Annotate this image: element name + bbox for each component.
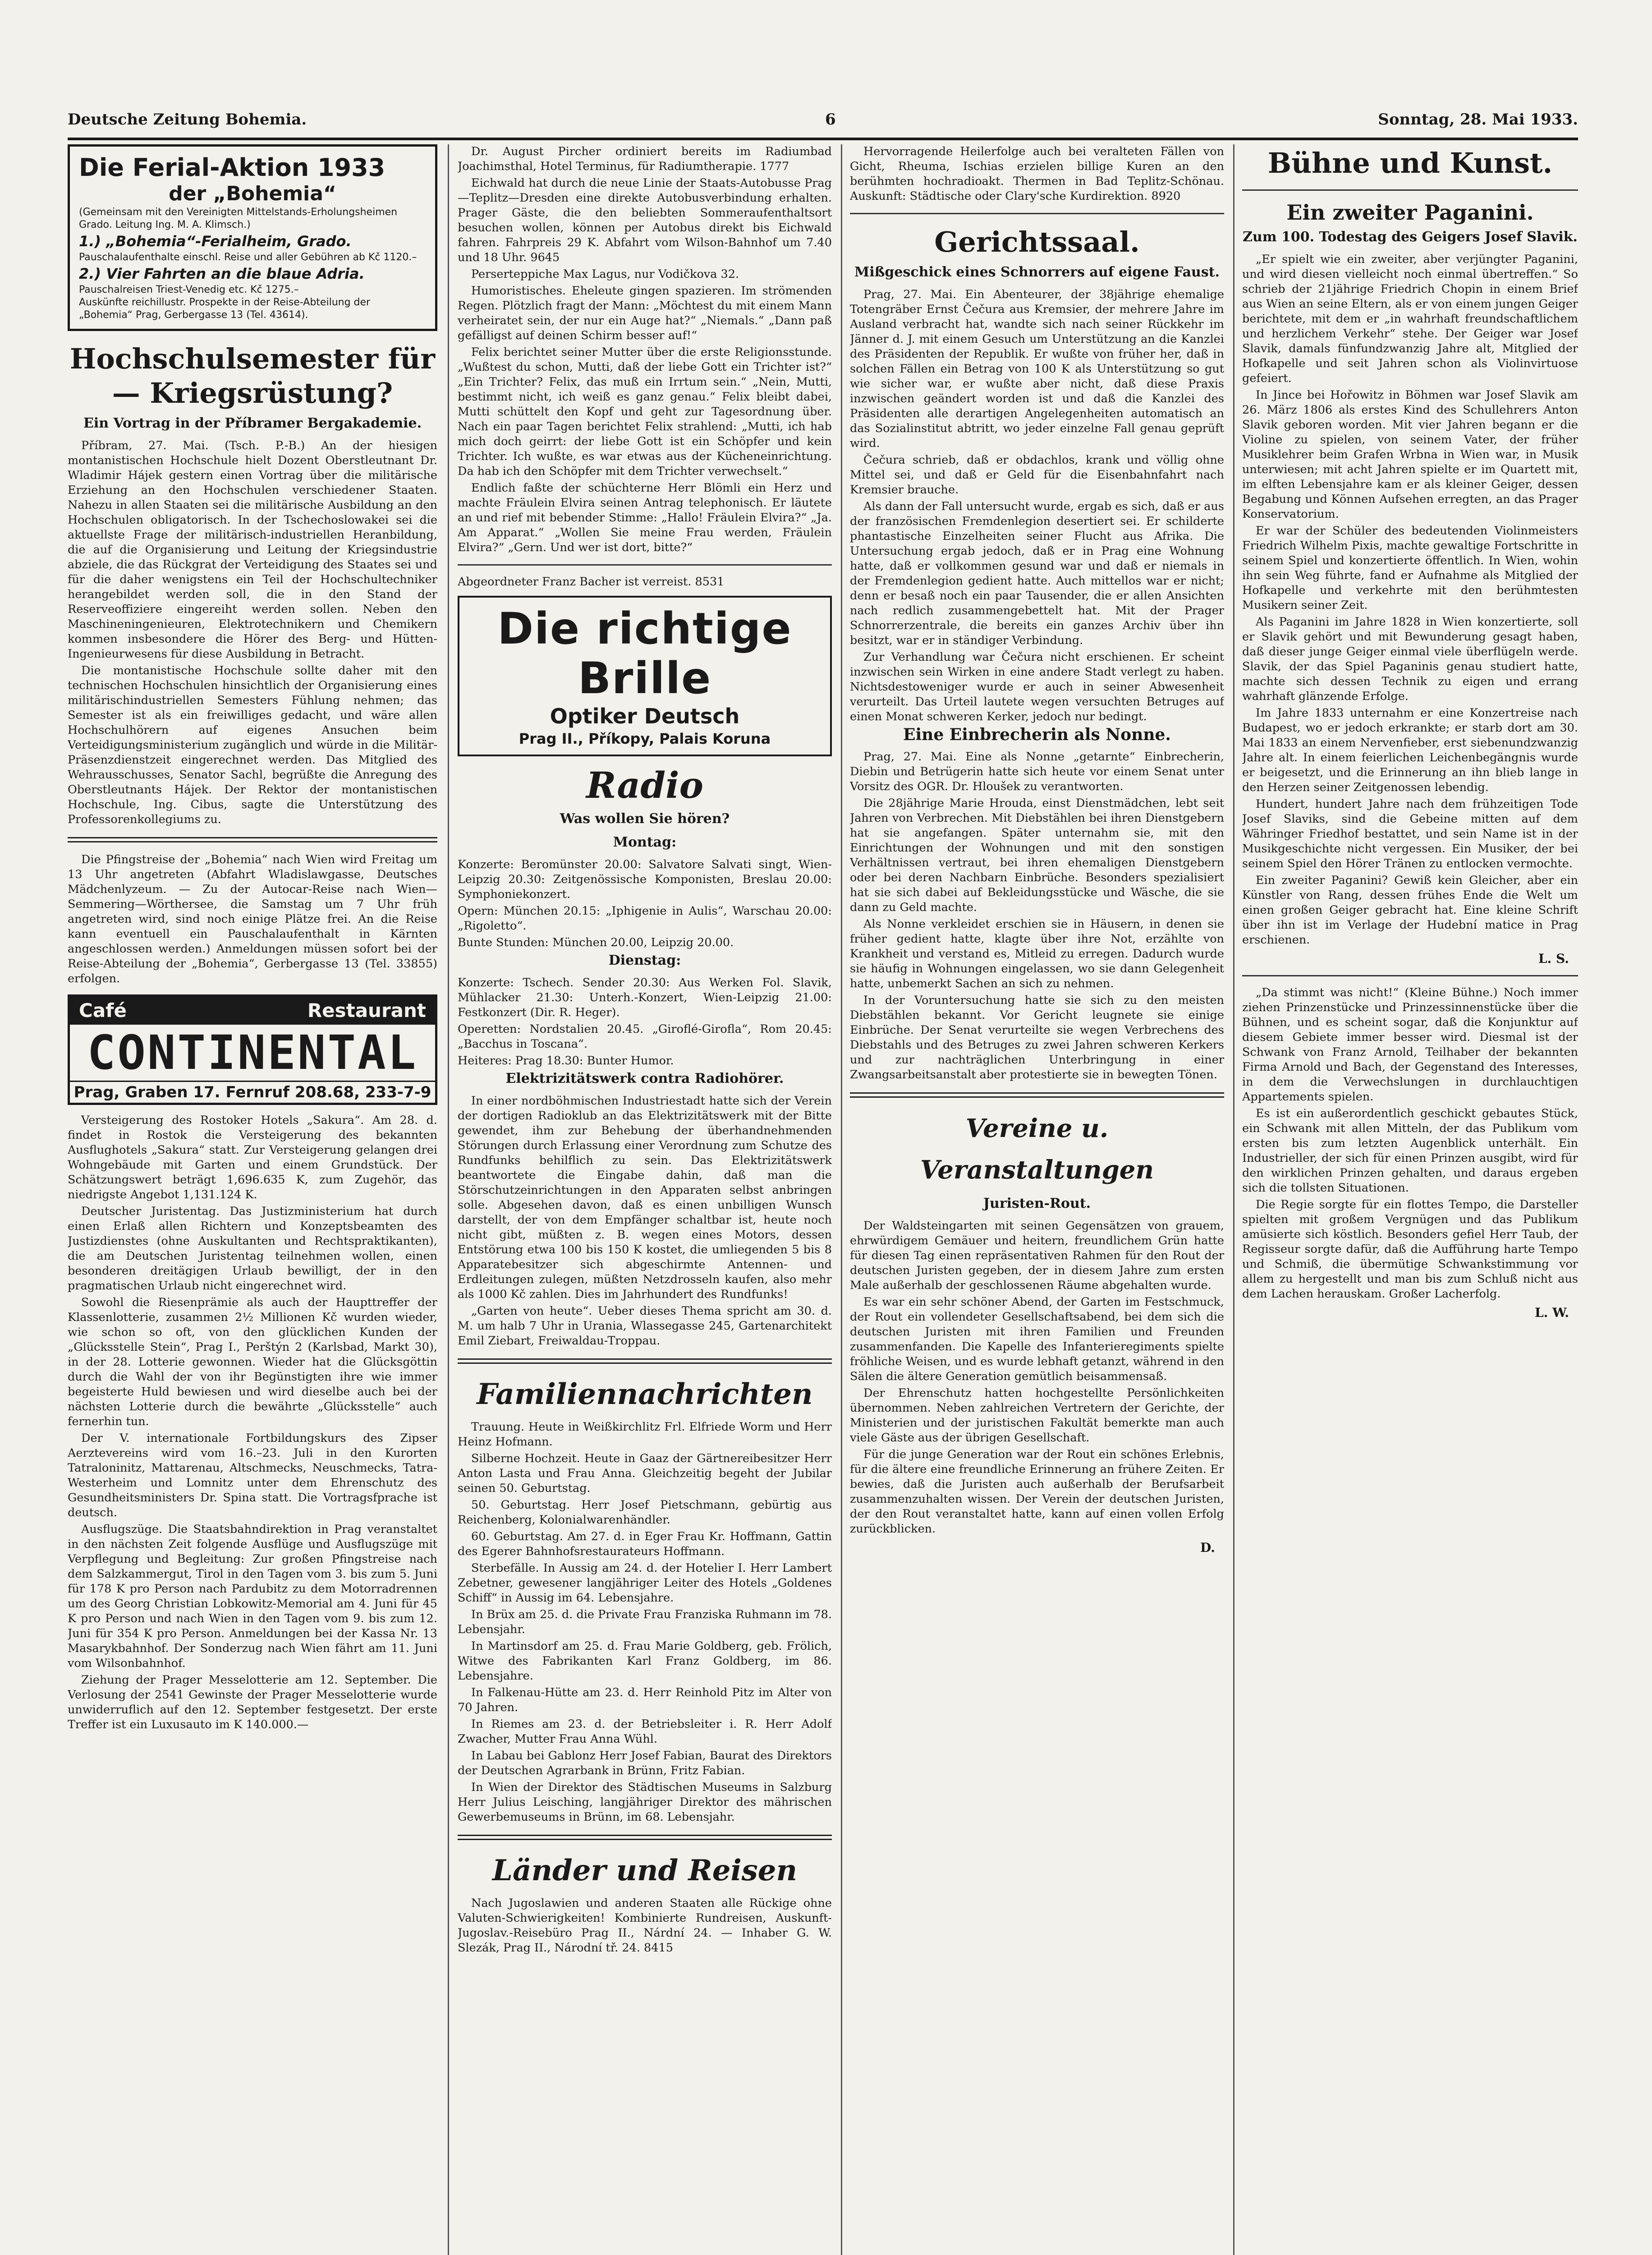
section-divider <box>1242 975 1578 976</box>
author-signature: L. S. <box>1538 951 1569 966</box>
column-4 <box>1242 144 1578 1325</box>
cafe-name: CONTINENTAL <box>87 1025 418 1080</box>
column-3 <box>850 144 1224 1560</box>
family-news-heading: Familiennachrichten <box>477 1377 813 1411</box>
section-divider <box>850 1092 1224 1098</box>
restaurant-label: Restaurant <box>307 999 426 1022</box>
news-item: Ziehung der Prager Messelotterie am 12. September. Die Verlosung der 2541 Gewinste der Prager Messelotterie wurde unwiderruflich auf den 12. September festgesetzt. Der erste Treffer ist ein Luxusauto im K 140.000.— <box>68 1673 437 1731</box>
article-paragraph: Zur Verhandlung war Čečura nicht erschienen. Er scheint inzwischen sein Wirken in eine andere Stadt verlegt zu haben. Nichtsdestoweniger wurde er auch in seiner Abwesenheit verurteilt. Das Urteil lautete wegen versuchten Betruges auf einen Monat schweren Kerker, jedoch nur bedingt. <box>850 650 1224 723</box>
news-item: Deutscher Juristentag. Das Justizministerium hat durch einen Erlaß allen Richtern und Konzeptsbeamten des Justizdienstes (ohne Auskultanten und Rechtspraktikanten), die am Deutschen Juristentag teilnehmen wollen, einen besonderen dreitägigen Urlaub bewilligt, der in den pragmatischen Urlaub nicht eingerechnet wird. <box>68 1205 437 1293</box>
family-notice: In Labau bei Gablonz Herr Josef Fabian, Baurat des Direktors der Deutschen Agrarbank in Brünn, Fritz Fabian. <box>458 1749 832 1777</box>
radio-listing: Konzerte: Tschech. Sender 20.30: Aus Werken Fol. Slavik, Mühlacker 21.30: Unterh.-Konzert, Wien-Leipzig 21.00: Festkonzert (Dir. R. Heger). <box>458 976 832 1019</box>
article-subheadline: Elektrizitätswerk contra Radiohörer. <box>505 1071 784 1086</box>
column-rule <box>1233 144 1234 2255</box>
cafe-label: Café <box>79 999 127 1022</box>
masthead: Deutsche Zeitung Bohemia. <box>68 110 307 129</box>
article-headline: Ein zweiter Paganini. <box>1286 200 1534 225</box>
column-1 <box>68 144 437 1734</box>
ad-item-note: Pauschalreisen Triest-Venedig etc. Kč 1275.– <box>79 284 299 295</box>
page-header <box>68 110 1578 138</box>
ad-note: (Gemeinsam mit den Vereinigten Mittelstands-Erholungsheimen Grado. Leitung Ing. M. A. Klimsch.) <box>79 207 398 230</box>
section-divider <box>68 837 437 842</box>
news-item: Versteigerung des Rostoker Hotels „Sakura“. Am 28. d. findet in Rostok die Versteigerung des bekannten Ausflughotels „Sakura“ statt. Zur Versteigerung gelangen drei Wohngebäude mit Garten und einem Grundstück. Der Schätzungswert beträgt 1,696.635 K, zum Zugehör, das niedrigste Angebot 1,131.124 K. <box>68 1114 437 1201</box>
family-notice: In Martinsdorf am 25. d. Frau Marie Goldberg, geb. Frölich, Witwe des Fabrikanten Karl Franz Goldberg, im 86. Lebensjahre. <box>458 1639 832 1683</box>
family-notice: In Brüx am 25. d. die Private Frau Franziska Ruhmann im 78. Lebensjahr. <box>458 1608 832 1636</box>
family-notice: Silberne Hochzeit. Heute in Gaaz der Gärtnereibesitzer Herr Anton Lasta und Frau Anna. Gleichzeitig begeht der Jubilar seinen 50. Geburtstag. <box>458 1452 832 1495</box>
article-paragraph: Ein zweiter Paganini? Gewiß kein Gleicher, aber ein Künstler von Rang, dessen frühes Ende die Welt um einen großen Geiger gebracht hat. Eine kleine Schrift über ihn ist im Verlage der Hudební matice in Prag erschienen. <box>1242 874 1578 947</box>
article-subheadline: Juristen-Rout. <box>983 1196 1091 1211</box>
ad-item: 1.) „Bohemia“-Ferialheim, Grado. <box>79 233 352 250</box>
news-item: Ausflugszüge. Die Staatsbahndirektion in Prag veranstaltet in den nächsten Zeit folgende Ausflüge und Ausflugszüge mit Verpflegung und Begleitung: Zur großen Pfingstreise nach dem Salzkammergut, Tirol in den Tagen vom 3. bis zum 5. Juni für 178 K pro Person nach Pardubitz zu dem Motorradrennen um des Georg Christian Lobkowitz-Memorial am 4. Juni für 45 K pro Person und nach Wien in den Tagen vom 9. bis zum 12. Juni für 354 K pro Person. Anmeldungen bei der Kassa Nr. 13 Masarykbahnhof. Der Sonderzug nach Wien fährt am 11. Juni vom Wilsonbahnhof. <box>68 1523 437 1670</box>
ferial-aktion-ad <box>68 144 437 331</box>
ad-title: Die richtige Brille <box>497 603 792 704</box>
cafe-banner <box>70 997 435 1025</box>
ad-address: Prag II., Příkopy, Palais Koruna <box>519 730 771 747</box>
article-paragraph: Der Ehrenschutz hatten hochgestellte Persönlichkeiten übernommen. Neben zahlreichen Vertretern der Gerichte, der Ministerien und der juristischen Fakultät bemerkte man auch viele Gäste aus der übrigen Gesellschaft. <box>850 1386 1224 1445</box>
radio-listing: Heiteres: Prag 18.30: Bunter Humor. <box>458 1054 674 1068</box>
court-heading: Gerichtssaal. <box>934 226 1140 258</box>
news-item: Abgeordneter Franz Bacher ist verreist. 8531 <box>458 575 725 589</box>
family-notice: 60. Geburtstag. Am 27. d. in Eger Frau Kr. Hoffmann, Gattin des Egerer Bahnhofsrestaurateurs Hoffmann. <box>458 1530 832 1558</box>
cafe-address: Prag, Graben 17. Fernruf 208.68, 233-7-9 <box>70 1081 435 1103</box>
family-notice: Trauung. Heute in Weißkirchlitz Frl. Elfriede Worm und Herr Heinz Hofmann. <box>458 1420 832 1449</box>
radio-heading: Radio <box>586 764 703 806</box>
article-paragraph: Die montanistische Hochschule sollte daher mit den technischen Hochschulen hinsichtlich der Organisierung eines militärischindustriellen Semesters Fühlung nehmen; das Semester ist als ein freiwilliges gedacht, und wäre allen Hochschulhörern auf eigenes Ansuchen beim Verteidigungsministerium zugänglich und würde in die Militär-Präsenzdienstzeit eingerechnet werden. Das Mitglied des Wehrausschusses, Senator Sachl, begrüßte die Anregung des Oberstleutnants Hájek. Der Rektor der montanistischen Hochschule, Ing. Cibus, sagte die Unterstützung des Professorenkollegiums zu. <box>68 664 437 826</box>
radio-listing: Bunte Stunden: München 20.00, Leipzig 20.00. <box>458 936 734 949</box>
article-paragraph: Die 28jährige Marie Hrouda, einst Dienstmädchen, lebt seit Jahren von Verbrechen. Mit Diebstählen bei ihren Dienstgebern hat sie angefangen. Später unternahm sie, mit den Einrichtungen der Wohnungen und mit den sonstigen Verhältnissen vertraut, bei ihren ehemaligen Dienstgebern oder bei deren Nachbarn Einbrüche. Besonders spezialisiert hat sie sich dabei auf Bekleidungsstücke und Wäsche, die sie dann zu Geld machte. <box>850 796 1224 914</box>
optiker-ad <box>458 596 832 756</box>
ad-footer: Auskünfte reichillustr. Prospekte in der Reise-Abteilung der „Bohemia“ Prag, Gerbergasse 13 (Tel. 43614). <box>79 297 371 321</box>
news-item: Felix berichtet seiner Mutter über die erste Religionsstunde. „Wußtest du schon, Mutti, daß der liebe Gott ein Trichter ist?“ „Ein Trichter? Felix, das muß ein Irrtum sein.“ „Nein, Mutti, bestimmt nicht, ich weiß es ganz genau.“ Felix bleibt dabei, Mutti schüttelt den Kopf und geht zur Tagesordnung über. Nach ein paar Tagen berichtet Felix strahlend: „Mutti, ich hab mich doch geirrt: der liebe Gott ist ein Schöpfer und kein Trichter. Ich wußte, es war etwas aus der Kücheneinrichtung. Da hab ich den Schöpfer mit dem Trichter verwechselt.“ <box>458 345 832 478</box>
article-paragraph: Příbram, 27. Mai. (Tsch. P.-B.) An der hiesigen montanistischen Hochschule hielt Dozent Oberstleutnant Dr. Wladimir Hájek gestern einen Vortrag über die militärische Erziehung an den Hochschulen verschiedener Staaten. Nahezu in allen Staaten sei die militärische Ausbildung an den Hochschulen obligatorisch. In der Tschechoslowakei sei die aktuellste Frage der militärisch-industriellen Heranbildung, die auf die Organisierung und Leitung der Kriegsindustrie abziele, die das Rückgrat der Verteidigung des Staates sei und für die daher wenigstens ein Teil der Hochschultechniker herangebildet werden soll, die in den Stand der Reserveoffiziere eingereiht werden sollen. Neben den Maschineningenieuren, Elektrotechnikern und Chemikern kommen insbesondere die Hörer des Berg- und Hütten-Ingenieurwesens für diese Ausbildung in Betracht. <box>68 439 437 661</box>
article-paragraph: Prag, 27. Mai. Eine als Nonne „getarnte“ Einbrecherin, Diebin und Betrügerin hatte sich heute vor einem Senat unter Vorsitz des OGR. Dr. Hloušek zu verantworten. <box>850 750 1224 793</box>
author-signature: L. W. <box>1534 1305 1569 1320</box>
family-notice: In Wien der Direktor des Städtischen Museums in Salzburg Herr Julius Leisching, langjähriger Direktor des mährischen Gewerbemuseums in Brünn, im 68. Lebensjahr. <box>458 1781 832 1824</box>
news-item: Endlich faßte der schüchterne Herr Blömli ein Herz und machte Fräulein Elvira seinen Antrag telephonisch. Er läutete an und rief mit bebender Stimme: „Hallo! Fräulein Elvira?“ „Ja. Am Apparat.“ „Wollen Sie meine Frau werden, Fräulein Elvira?“ „Gern. Und wer ist dort, bitte?“ <box>458 481 832 554</box>
travel-notice: Nach Jugoslawien und anderen Staaten alle Rückige ohne Valuten-Schwierigkeiten! Kombinierte Rundreisen, Auskunft-Jugoslav.-Reisebüro Prag II., Nárdní 24. — Inhaber G. W. Slezák, Prag II., Národní tř. 24. 8415 <box>458 1896 832 1955</box>
section-divider <box>1242 189 1578 191</box>
news-item: Dr. August Pircher ordiniert bereits im Radiumbad Joachimsthal, Hotel Terminus, für Radiumtherapie. 1777 <box>458 145 832 173</box>
author-signature: D. <box>1200 1540 1215 1555</box>
news-item: Humoristisches. Eheleute gingen spazieren. Im strömenden Regen. Plötzlich fragt der Mann: „Möchtest du mit einem Mann verheiratet sein, der nur ein Auge hat?“ „Niemals.“ „Dann paß gefälligst auf deinen Schirm besser auf!“ <box>458 284 832 342</box>
article-paragraph: In Jince bei Hořowitz in Böhmen war Josef Slavik am 26. März 1806 als erstes Kind des Schullehrers Anton Slavik geboren worden. Mit vier Jahren begann er die Violine zu spielen, von seinem Vater, der früher Musiklehrer beim Grafen Wrbna in Wien war, in Musik unterwiesen; mit acht Jahren spielte er im Quartett mit, im elften Lebensjahre kam er als kleiner Geiger, dessen Begabung und Können Aufsehen erregten, an das Prager Konservatorium. <box>1242 388 1578 521</box>
clubs-heading: Vereine u. Veranstaltungen <box>920 1114 1154 1185</box>
article-subheadline: Zum 100. Todestag des Geigers Josef Slavik. <box>1243 229 1578 245</box>
article-paragraph: Es war ein sehr schöner Abend, der Garten im Festschmuck, der Rout ein vollendeter Gesellschaftsabend, bei dem sich die deutschen Juristen mit ihren Familien und Freunden zusammenfanden. Die Kapelle des Infanterieregiments spielte fröhliche Weisen, und es wurde lebhaft getanzt, während in den Sälen die ältere Generation gemütlich beisammensaß. <box>850 1295 1224 1383</box>
article-paragraph: Als Paganini im Jahre 1828 in Wien konzertierte, soll er Slavik gehört und mit Bewunderung gesagt haben, daß dieser junge Geiger einmal viele überflügeln werde. Slavik, der das Spiel Paganinis genau studiert hatte, machte sich dessen Technik zu eigen und errang wahrhaft glänzende Erfolge. <box>1242 615 1578 703</box>
issue-date: Sonntag, 28. Mai 1933. <box>1378 110 1578 129</box>
article-paragraph: „Da stimmt was nicht!“ (Kleine Bühne.) Noch immer ziehen Prinzenstücke und Prinzessinnenstücke über die Bühnen, und es scheint sogar, daß die Konjunktur auf diesem Gebiete immer besser wird. Diesmal ist der Schwank von Franz Arnold, Teilhaber der bekannten Firma Arnold und Bach, der Gegenstand des Interesses, in dem die Verwechslungen in durchlauchtigen Appartements spielen. <box>1242 986 1578 1104</box>
ad-item: 2.) Vier Fahrten an die blaue Adria. <box>79 265 365 282</box>
article-paragraph: Als dann der Fall untersucht wurde, ergab es sich, daß er aus der französischen Fremdenlegion desertiert sei. Er schilderte phantastische Einzelheiten seiner Flucht aus Afrika. Die Untersuchung ergab jedoch, daß er in Prag eine Wohnung hatte, daß er vollkommen gesund war und daß er niemals in der Fremdenlegion gedient hatte. Auch mittellos war er nicht; denn er besaß noch ein paar Tausender, die er allen Ansichten nach redlich zusammengebettelt hat. Mit der Prager Schnorrerzentrale, die bereits ein ganzes Archiv über ihn besitzt, war er in ständiger Verbindung. <box>850 500 1224 647</box>
article-headline: Hochschulsemester für — Kriegsrüstung? <box>69 342 436 410</box>
family-notice: 50. Geburtstag. Herr Josef Pietschmann, gebürtig aus Reichenberg, Kolonialwarenhändler. <box>458 1498 832 1527</box>
article-paragraph: Im Jahre 1833 unternahm er eine Konzertreise nach Budapest, wo er jedoch erkrankte; er starb dort am 30. Mai 1833 an einem Nervenfieber, erst siebenundzwanzig Jahre alt. In einem feierlichen Leichenbegängnis wurde er beigesetzt, und die Erinnerung an ihn blieb lange in den Herzen seiner Zeitgenossen lebendig. <box>1242 706 1578 794</box>
article-paragraph: Die Regie sorgte für ein flottes Tempo, die Darsteller spielten mit großem Vergnügen und das Publikum amüsierte sich köstlich. Besonders gefiel Herr Taub, der Regisseur sorgte dafür, daß die Aufführung harte Tempo und Schmiß, die übermütige Schwankstimmung vor allem zu hergestellt und man bis zum Schluß nicht aus dem Lachen herauskam. Großer Lacherfolg. <box>1242 1198 1578 1301</box>
section-divider <box>458 1835 832 1840</box>
article-subheadline: Eine Einbrecherin als Nonne. <box>903 725 1171 744</box>
radio-day: Montag: <box>613 834 677 850</box>
article-subheadline: Mißgeschick eines Schnorrers auf eigene Faust. <box>854 264 1220 280</box>
article-paragraph: Der Waldsteingarten mit seinen Gegensätzen von grauem, ehrwürdigem Gemäuer und heitern, freundlichem Grün hatte für diesen Tag einen repräsentativen Rahmen für den Rout der deutschen Juristen gegeben, der in diesem Jahre zum ersten Male außerhalb der geschlossenen Räume abgehalten wurde. <box>850 1219 1224 1292</box>
ad-subtitle: der „Bohemia“ <box>169 182 336 205</box>
radio-subheading: Was wollen Sie hören? <box>560 811 730 827</box>
news-item: Der V. internationale Fortbildungskurs des Zipser Aerztevereins wird vom 16.–23. Juli in den Kurorten Tatraloninitz, Mattarenau, Altschmecks, Neuschmecks, Tatra-Westerheim und Lomnitz unter dem Ehrenschutz des Gesundheitsministers Dr. Spina statt. Die Vortragsfprache ist deutsch. <box>68 1431 437 1519</box>
radio-listing: Operetten: Nordstalien 20.45. „Giroflé-Girofla“, Rom 20.45: „Bacchus in Toscana“. <box>458 1022 832 1051</box>
column-rule <box>448 144 449 2255</box>
family-notice: In Falkenau-Hütte am 23. d. Herr Reinhold Pitz im Alter von 70 Jahren. <box>458 1686 832 1714</box>
page-number: 6 <box>825 110 836 129</box>
ad-title: Die Ferial-Aktion 1933 <box>79 153 385 182</box>
ad-item-note: Pauschalaufenthalte einschl. Reise und aller Gebühren ab Kč 1120.– <box>79 252 417 263</box>
article-paragraph: Für die junge Generation war der Rout ein schönes Erlebnis, für die ältere eine freundliche Erinnerung an frühere Zeiten. Er bewies, daß die Juristen auch außerhalb der Berufsarbeit zusammenzuhalten wissen. Der Verein der deutschen Juristen, der den Rout veranstaltet hatte, kann auf einen vollen Erfolg zurückblicken. <box>850 1448 1224 1536</box>
arts-heading: Bühne und Kunst. <box>1267 147 1553 179</box>
ad-subtitle: Optiker Deutsch <box>550 704 740 728</box>
section-divider <box>458 564 832 566</box>
article-paragraph: In einer nordböhmischen Industriestadt hatte sich der Verein der dortigen Radioklub an das Elektrizitätswerk mit der Bitte gewendet, ihm zur Behebung der überhandnehmenden Störungen durch Erlassung einer Verordnung zum Schutze des Rundfunks behilflich zu sein. Das Elektrizitätswerk beantwortete die Eingabe dahin, daß man die Störschutzeinrichtungen in den Apparaten selbst anbringen solle. Abgesehen davon, daß es einen unbilligen Wunsch darstellt, der von dem Empfänger schaltbar ist, heute noch nicht gibt, müßten z. B. wegen eines Motors, dessen Entstörung etwa 100 bis 150 K kostet, die umliegenden 5 bis 8 Apparatebesitzer sich abgeschirmte Antennen- und Erdleitungen zulegen, müßten Netzdrosseln kaufen, also mehr als 1000 Kč zahlen. Dies im Jahrhundert des Rundfunks! <box>458 1094 832 1301</box>
article-paragraph: Prag, 27. Mai. Ein Abenteurer, der 38jährige ehemalige Totengräber Ernst Čečura aus Kremsier, der mehrere Jahre im Ausland verbracht hat, wandte sich nach seiner Rückkehr im Jänner d. J. mit einem Gesuch um Unterstützung an die Kanzlei des Präsidenten der Republik. Er wußte von früher her, daß in solchen Fällen ein Betrag von 100 K als Unterstützung so gut wie sicher war, er wußte aber nicht, daß diese Praxis inzwischen geändert worden ist und daß die Kanzlei des Präsidenten alle derartigen Angelegenheiten automatisch an das Sozialinstitut abtritt, wo jeder einzelne Fall genau geprüft wird. <box>850 288 1224 450</box>
family-notice: Sterbefälle. In Aussig am 24. d. der Hotelier I. Herr Lambert Zebetner, gewesener langjähriger Leiter des Hotels „Goldenes Schiff“ in Aussig im 64. Lebensjahre. <box>458 1561 832 1605</box>
radio-listing: Opern: München 20.15: „Iphigenie in Aulis“, Warschau 20.00: „Rigoletto“. <box>458 904 832 933</box>
cafe-continental-ad <box>68 994 437 1105</box>
radio-day: Dienstag: <box>608 953 681 968</box>
travel-heading: Länder und Reisen <box>492 1854 798 1887</box>
article-paragraph: „Er spielt wie ein zweiter, aber verjüngter Paganini, und wird diesen vielleicht noch einmal übertreffen.“ So schrieb der 21jährige Friedrich Chopin in einem Brief aus Wien an seine Eltern, als er von einem jungen Geiger berichtete, mit dem er „in wahrhaft freundschaftlichem und herzlichem Verkehr“ stehe. Der Geiger war Josef Slavik, damals fünfundzwanzig Jahre alt, Mitglied der Hofkapelle und seit Jahren schon als Violinvirtuose gefeiert. <box>1242 253 1578 385</box>
article-paragraph: Es ist ein außerordentlich geschickt gebautes Stück, ein Schwank mit allen Mitteln, der das Publikum vom ersten bis zum letzten Augenblick unterhält. Ein Industrieller, der sich für einen Prinzen ausgibt, wird für den wirklichen Prinzen gehalten, und daraus ergeben sich die tollsten Situationen. <box>1242 1107 1578 1195</box>
section-divider <box>850 213 1224 214</box>
article-paragraph: Er war der Schüler des bedeutenden Violinmeisters Friedrich Wilhelm Pixis, machte gewaltige Fortschritte in seinem Spiel und konzertierte öffentlich. In Wien, wohin ihn sein Weg führte, fand er Aufnahme als Mitglied der Hofkapelle und verkehrte mit den berühmtesten Musikern seiner Zeit. <box>1242 524 1578 612</box>
column-2 <box>458 144 832 1957</box>
article-paragraph: Čečura schrieb, daß er obdachlos, krank und völlig ohne Mittel sei, und daß er Geld für die Eisenbahnfahrt nach Kremsier brauche. <box>850 453 1224 497</box>
section-divider <box>458 1358 832 1364</box>
news-item: Die Pfingstreise der „Bohemia“ nach Wien wird Freitag um 13 Uhr angetreten (Abfahrt Wladislawgasse, Deutsches Mädchenlyzeum. — Zu der Autocar-Reise nach Wien—Semmering—Wörthersee, die Samstag um 7 Uhr früh angetreten wird, sind noch einige Plätze frei. An die Reise kann eventuell ein Pauschalaufenthalt in Kärnten angeschlossen werden.) Anmeldungen müssen sofort bei der Reise-Abteilung der „Bohemia“, Gerbergasse 13 (Tel. 33855) erfolgen. <box>68 853 437 985</box>
news-item: Hervorragende Heilerfolge auch bei veralteten Fällen von Gicht, Rheuma, Ischias erzielen billige Kuren an den berühmten hochradioakt. Thermen in Bad Teplitz-Schönau. Auskunft: Städtische oder Clary'sche Kurdirektion. 8920 <box>850 145 1224 203</box>
family-notice: In Riemes am 23. d. der Betriebsleiter i. R. Herr Adolf Zwacher, Mutter Frau Anna Wühl. <box>458 1717 832 1746</box>
article-subheadline: Ein Vortrag in der Příbramer Bergakademie. <box>83 415 422 431</box>
news-item: Perserteppiche Max Lagus, nur Vodičkova 32. <box>471 267 739 281</box>
header-rule <box>68 138 1578 140</box>
article-paragraph: In der Voruntersuchung hatte sie sich zu den meisten Diebstählen bekannt. Vor Gericht leugnete sie einige Einbrüche. Der Senat verurteilte sie wegen Verbrechens des Diebstahls und des Betruges zu zwei Jahren schweren Kerkers und zur nachträglichen Unterbringung in einer Zwangsarbeitsanstalt aber protestierte sie in bewegten Tönen. <box>850 994 1224 1081</box>
news-item: Eichwald hat durch die neue Linie der Staats-Autobusse Prag—Teplitz—Dresden eine direkte Autobusverbindung erhalten. Prager Gäste, die den beliebten Sommeraufenthaltsort besuchen wollen, können per Autobus direkt bis Eichwald fahren. Fahrpreis 29 K. Abfahrt vom Wilson-Bahnhof um 7.40 und 18 Uhr. 9645 <box>458 176 832 264</box>
column-rule <box>841 144 842 2255</box>
article-paragraph: Als Nonne verkleidet erschien sie in Häusern, in denen sie früher gedient hatte, klagte über ihre Not, erzählte von Krankheit und verstand es, Mitleid zu erregen. Dadurch wurde sie häufig in Wohnungen eingelassen, wo sie dann Gelegenheit hatte, unbemerkt Sachen an sich zu nehmen. <box>850 917 1224 990</box>
news-item: „Garten von heute“. Ueber dieses Thema spricht am 30. d. M. um halb 7 Uhr in Urania, Wlassegasse 245, Gartenarchitekt Emil Ziebart, Freiwaldau-Troppau. <box>458 1304 832 1348</box>
news-item: Sowohl die Riesenprämie als auch der Haupttreffer der Klassenlotterie, zusammen 2½ Millionen Kč wurden wieder, wie schon so oft, von den glücklichen Kunden der „Glücksstelle Stein“, Prag I., Perštýn 2 (Karlsbad, Markt 30), in der 28. Lotterie gewonnen. Wieder hat die Glücksgöttin durch die Wahl der von ihr Begünstigten ihre wie immer begeisterte Huld bewiesen und wird dieselbe auch bei der nächsten Lotterie durch die bewährte „Glücksstelle“ auch fernerhin tun. <box>68 1296 437 1428</box>
article-paragraph: Hundert, hundert Jahre nach dem frühzeitigen Tode Josef Slaviks, sind die Gebeine mitten auf dem Währinger Friedhof bestattet, und sein Name ist in der Musikgeschichte nicht vergessen. Ein Musiker, der bei seinem Spiel den Hörer Tränen zu entlocken vermochte. <box>1242 797 1578 870</box>
radio-listing: Konzerte: Beromünster 20.00: Salvatore Salvati singt, Wien-Leipzig 20.30: Zeitgenössische Komponisten, Breslau 20.00: Symphoniekonzert. <box>458 858 832 901</box>
